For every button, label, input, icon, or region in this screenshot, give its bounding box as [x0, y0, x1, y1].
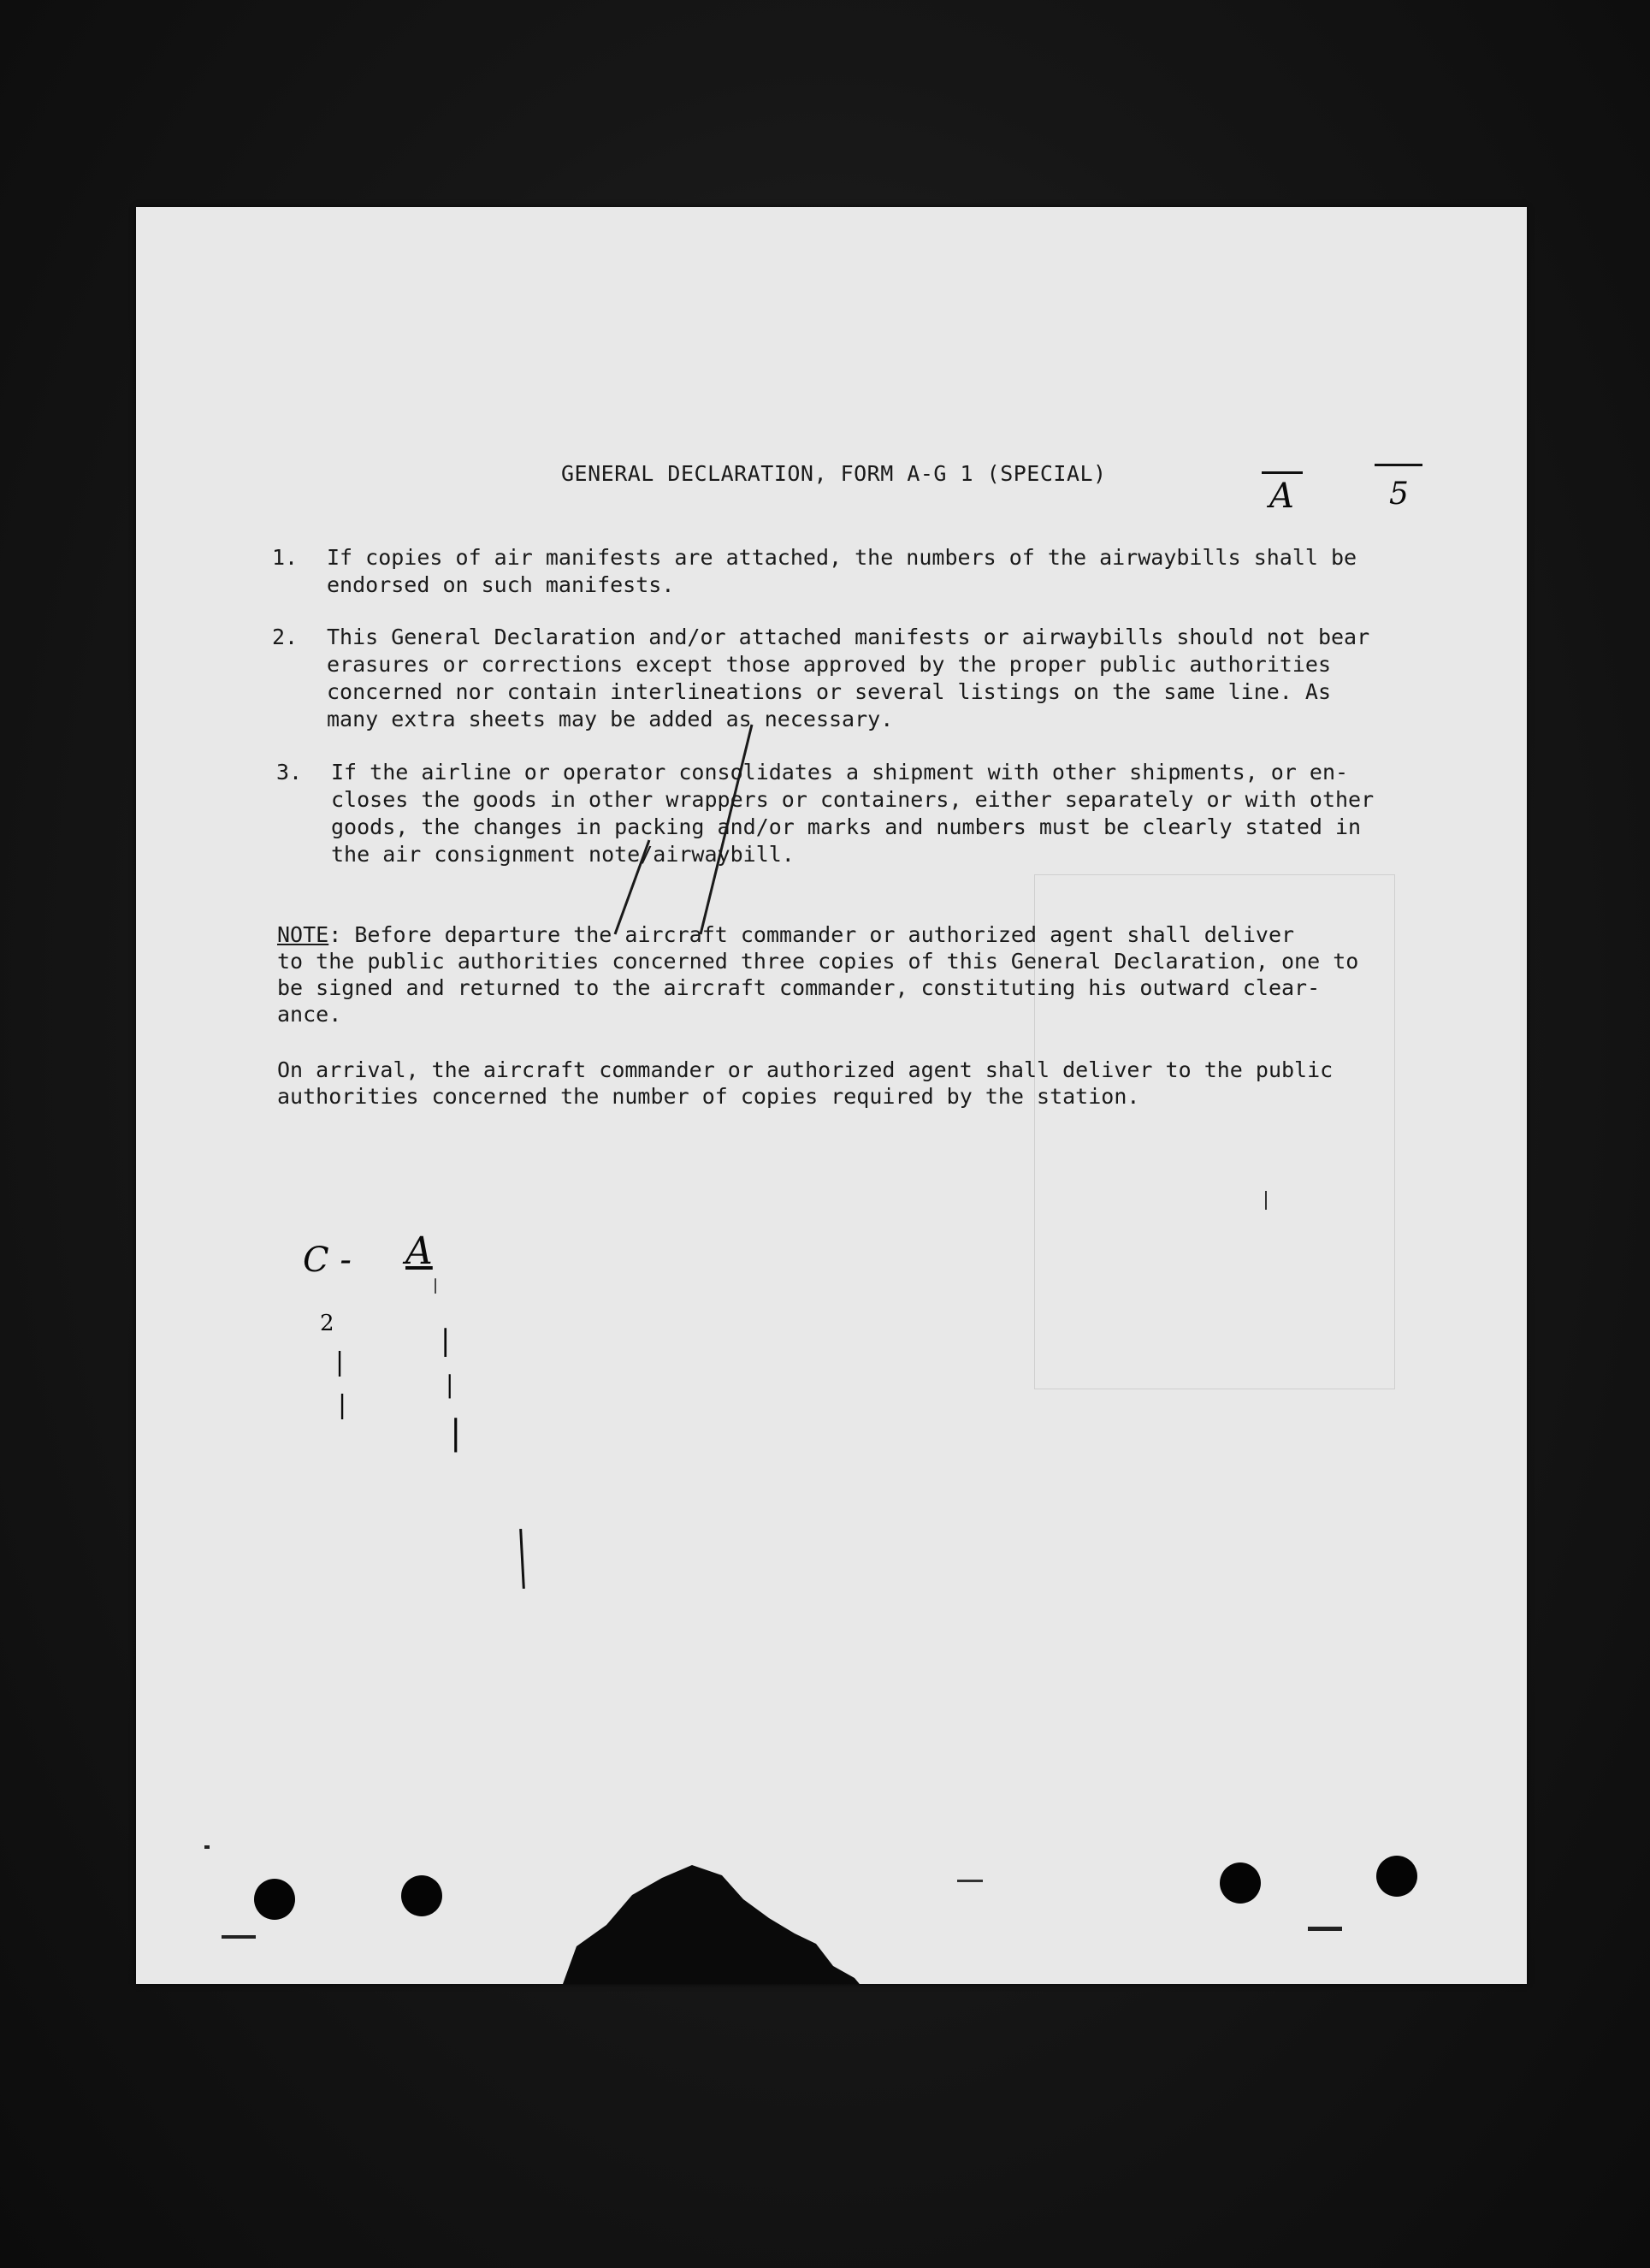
handwritten-tally-mark: |	[433, 1276, 439, 1294]
binding-hole	[254, 1879, 295, 1920]
handwritten-strokes	[598, 720, 786, 943]
handwritten-tally-mark: |	[338, 1390, 347, 1420]
item-line: erasures or corrections except those approved by the proper public authorities	[327, 652, 1331, 677]
item-number: 2.	[272, 625, 299, 649]
handwritten-tally-mark: 2	[320, 1311, 334, 1336]
arrival-line: authorities concerned the number of copies required by the station.	[277, 1084, 1140, 1109]
item-number: 3.	[276, 760, 303, 785]
note-line: be signed and returned to the aircraft commander, constituting his outward clear-	[277, 975, 1321, 1000]
binding-hole	[401, 1875, 442, 1916]
arrival-line: On arrival, the aircraft commander or authorized agent shall deliver to the public	[277, 1057, 1334, 1082]
item-line: closes the goods in other wrappers or containers, either separately or with other	[331, 787, 1375, 812]
list-item-1	[272, 544, 1357, 599]
handwritten-overline-2	[1375, 464, 1422, 466]
handwritten-overline-1	[1262, 471, 1303, 474]
item-line: If copies of air manifests are attached, the numbers of the airwaybills shall be	[327, 545, 1357, 570]
item-line: This General Declaration and/or attached manifests or airwaybills should not bear	[327, 625, 1370, 649]
torn-paper-area	[559, 1865, 867, 1984]
binding-hole	[1220, 1862, 1261, 1904]
speck	[1308, 1927, 1342, 1931]
note-line: ance.	[277, 1002, 342, 1027]
handwritten-col-header-a: A	[405, 1229, 433, 1273]
handwritten-tally-mark: |	[335, 1347, 345, 1377]
item-line: If the airline or operator consolidates a shipment with other shipments, or en-	[331, 760, 1349, 785]
handwritten-tally-mark: |	[450, 1413, 462, 1453]
note-first-line	[277, 921, 1358, 948]
page-title: GENERAL DECLARATION, FORM A-G 1 (SPECIAL)	[561, 461, 1107, 486]
handwritten-mark-5: 5	[1389, 477, 1409, 512]
note-line: to the public authorities concerned three copies of this General Declaration, one to	[277, 949, 1359, 974]
handwritten-tally-mark: |	[441, 1323, 451, 1358]
item-number: 1.	[272, 545, 299, 570]
note-first-line-text: : Before departure the aircraft commander or authorized agent shall deliver	[328, 922, 1295, 947]
handwritten-stray-mark	[1265, 1191, 1267, 1210]
speck	[957, 1880, 983, 1882]
binding-hole	[1376, 1856, 1417, 1897]
item-line: many extra sheets may be added as necessary.	[327, 707, 894, 731]
handwritten-col-header-c: C -	[303, 1241, 352, 1280]
note-label: NOTE	[277, 922, 329, 947]
arrival-paragraph	[277, 1057, 1333, 1110]
item-line: concerned nor contain interlineations or several listings on the same line. As	[327, 679, 1331, 704]
handwritten-mark-a: A	[1269, 477, 1294, 516]
document-page	[136, 207, 1527, 1984]
speck	[204, 1845, 210, 1849]
list-item-2	[272, 624, 1369, 733]
speck	[222, 1935, 256, 1939]
handwritten-vertical-stroke	[519, 1529, 525, 1589]
list-item-3	[276, 759, 1374, 868]
handwritten-tally-mark: |	[446, 1371, 454, 1399]
item-line: endorsed on such manifests.	[327, 572, 675, 597]
item-line: goods, the changes in packing and/or marks and numbers must be clearly stated in	[331, 814, 1362, 839]
note-paragraph	[277, 921, 1358, 1027]
item-line: the air consignment note/airwaybill.	[331, 842, 795, 867]
